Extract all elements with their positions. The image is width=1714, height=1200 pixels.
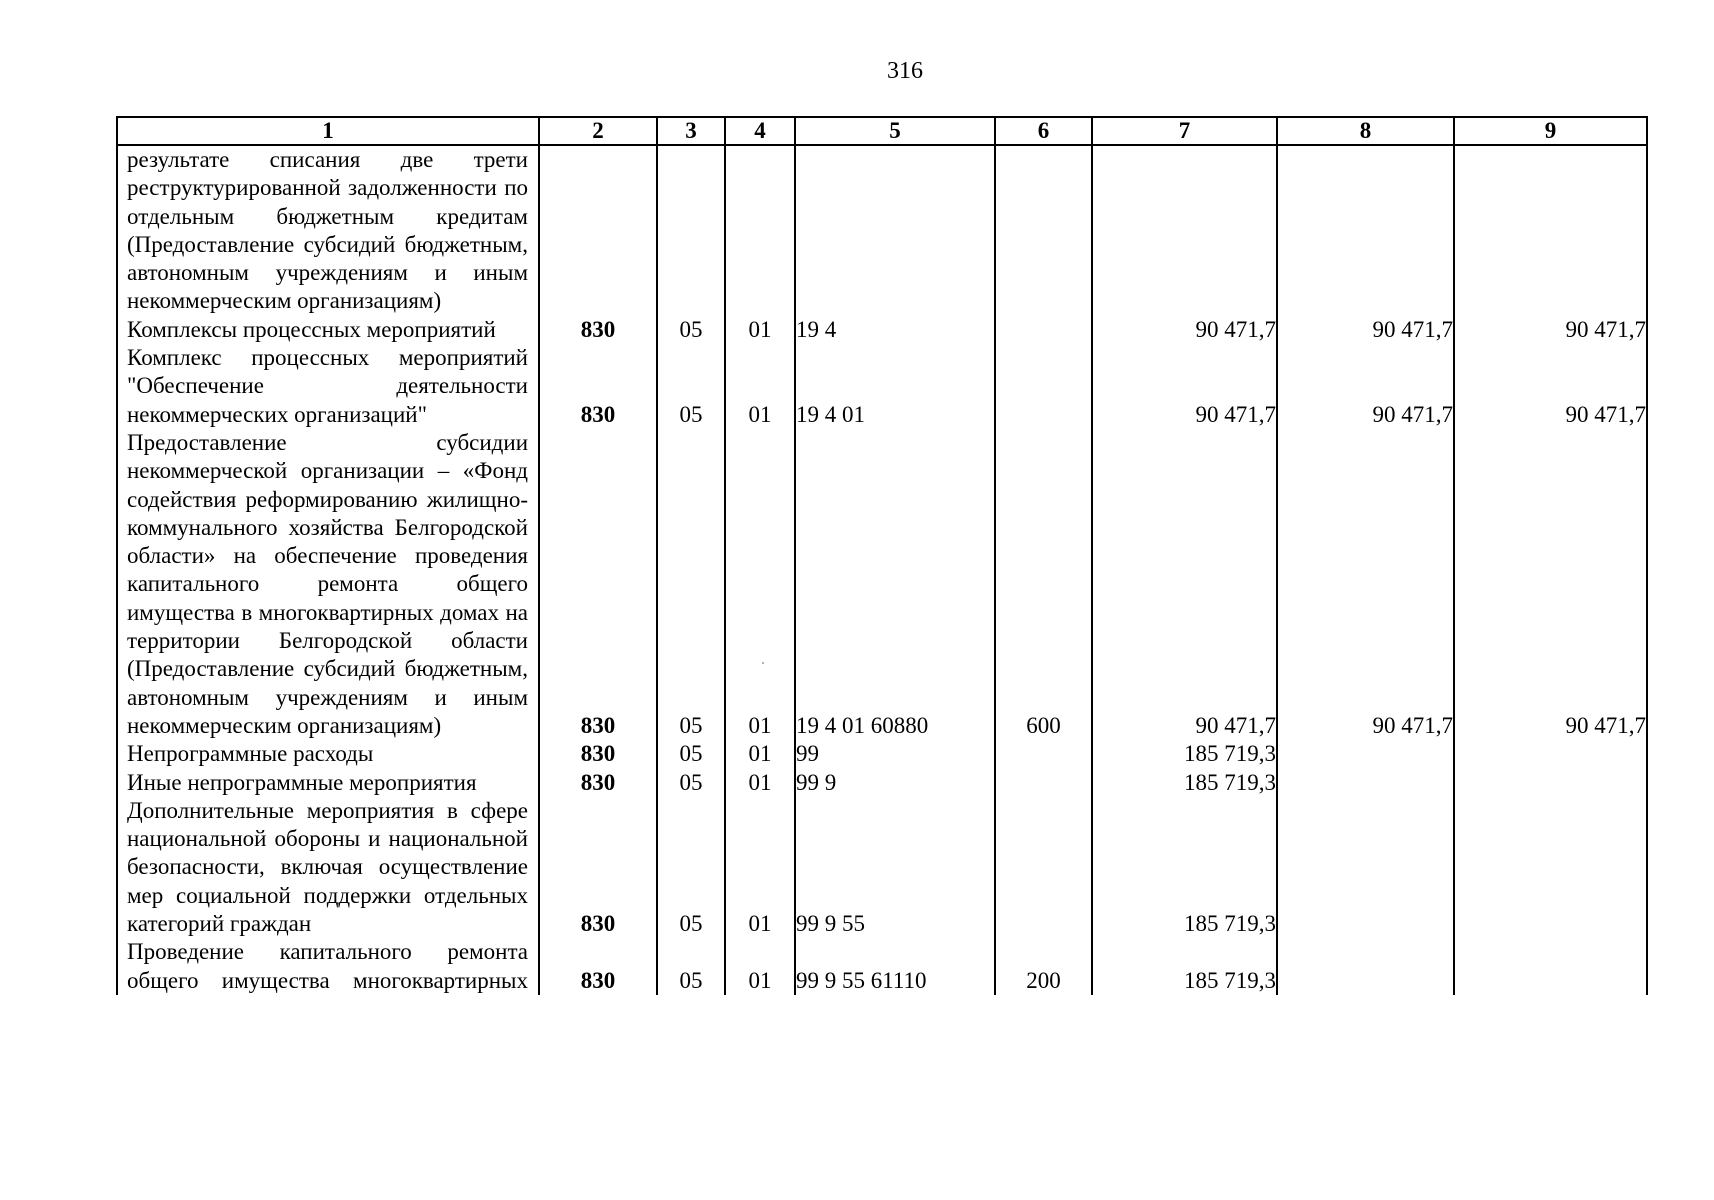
cell-target-article: 99 9 55 61110 [795,938,995,995]
cell-amount-col7: 90 471,7 [1092,344,1277,429]
row-name: Предоставление субсидии некоммерческой организации – «Фонд содействия реформированию жилищно-коммунального хозяйства Белгородской области» на обеспечение проведения капитального ремонта общего имущества в многоквартирных домах на территории Белгородской области (Предоставление субсидий бюджетным, автономным учреждениям и иным некоммерческим организациям) [117,429,539,740]
page-number: 316 [887,58,923,84]
cell-target-article: 19 4 01 [795,344,995,429]
cell-amount-col8 [1277,145,1454,316]
cell-subsection: 01 [725,429,795,740]
header-col-2: 2 [539,117,657,145]
cell-amount-col7: 90 471,7 [1092,429,1277,740]
cell-section: 05 [657,740,725,768]
cell-amount-col9: 90 471,7 [1454,344,1647,429]
header-col-9: 9 [1454,117,1647,145]
cell-amount-col8 [1277,769,1454,797]
cell-expense-type: 600 [995,429,1092,740]
cell-amount-col8: 90 471,7 [1277,344,1454,429]
cell-target-article [795,145,995,316]
row-name: Непрограммные расходы [117,740,539,768]
row-name: Комплексы процессных мероприятий [117,316,539,344]
header-col-7: 7 [1092,117,1277,145]
cell-expense-type [995,797,1092,938]
cell-subsection: 01 [725,797,795,938]
cell-amount-col7: 185 719,3 [1092,769,1277,797]
cell-section [657,145,725,316]
header-col-3: 3 [657,117,725,145]
cell-amount-col9 [1454,769,1647,797]
cell-amount-col9 [1454,797,1647,938]
cell-amount-col9 [1454,740,1647,768]
cell-expense-type: 200 [995,938,1092,995]
cell-subsection: 01 [725,740,795,768]
header-row [117,117,1647,145]
cell-subsection [725,145,795,316]
cell-amount-col8 [1277,740,1454,768]
cell-section: 05 [657,344,725,429]
cell-amount-col7: 185 719,3 [1092,740,1277,768]
cell-subsection: 01 [725,769,795,797]
cell-section: 05 [657,797,725,938]
budget-table [116,116,1648,995]
cell-admin-code: 830 [539,316,657,344]
row-name: результате списания две трети реструктурированной задолженности по отдельным бюджетным кредитам (Предоставление субсидий бюджетным, автономным учреждениям и иным некоммерческим организациям) [117,145,539,316]
scan-speck [762,662,764,664]
row-name: Иные непрограммные мероприятия [117,769,539,797]
cell-amount-col8: 90 471,7 [1277,316,1454,344]
cell-admin-code: 830 [539,429,657,740]
cell-admin-code [539,145,657,316]
cell-admin-code: 830 [539,344,657,429]
cell-amount-col8 [1277,797,1454,938]
row-name: Дополнительные мероприятия в сфере национальной обороны и национальной безопасности, включая осуществление мер социальной поддержки отдельных категорий граждан [117,797,539,938]
table-row [117,938,1647,995]
cell-target-article: 99 9 55 [795,797,995,938]
cell-expense-type [995,316,1092,344]
table-row [117,145,1647,316]
cell-subsection: 01 [725,344,795,429]
table-row [117,429,1647,740]
cell-amount-col9 [1454,145,1647,316]
table-row [117,769,1647,797]
cell-target-article: 19 4 [795,316,995,344]
cell-target-article: 19 4 01 60880 [795,429,995,740]
cell-section: 05 [657,429,725,740]
cell-amount-col8: 90 471,7 [1277,429,1454,740]
header-col-6: 6 [995,117,1092,145]
cell-admin-code: 830 [539,740,657,768]
cell-section: 05 [657,938,725,995]
cell-subsection: 01 [725,938,795,995]
cell-admin-code: 830 [539,769,657,797]
cell-amount-col7: 185 719,3 [1092,797,1277,938]
cell-section: 05 [657,316,725,344]
cell-amount-col7: 185 719,3 [1092,938,1277,995]
header-col-8: 8 [1277,117,1454,145]
cell-expense-type [995,740,1092,768]
cell-section: 05 [657,769,725,797]
table-row [117,740,1647,768]
table-row [117,316,1647,344]
row-name: Проведение капитального ремонта общего имущества многоквартирных [117,938,539,995]
cell-amount-col8 [1277,938,1454,995]
cell-subsection: 01 [725,316,795,344]
cell-admin-code: 830 [539,938,657,995]
cell-amount-col9: 90 471,7 [1454,429,1647,740]
header-col-4: 4 [725,117,795,145]
cell-amount-col7: 90 471,7 [1092,316,1277,344]
cell-amount-col9 [1454,938,1647,995]
cell-expense-type [995,145,1092,316]
cell-target-article: 99 [795,740,995,768]
row-name: Комплекс процессных мероприятий "Обеспечение деятельности некоммерческих организаций" [117,344,539,429]
header-col-1: 1 [117,117,539,145]
cell-amount-col7 [1092,145,1277,316]
table-row [117,344,1647,429]
cell-admin-code: 830 [539,797,657,938]
cell-amount-col9: 90 471,7 [1454,316,1647,344]
cell-target-article: 99 9 [795,769,995,797]
cell-expense-type [995,344,1092,429]
table-row [117,797,1647,938]
cell-expense-type [995,769,1092,797]
header-col-5: 5 [795,117,995,145]
